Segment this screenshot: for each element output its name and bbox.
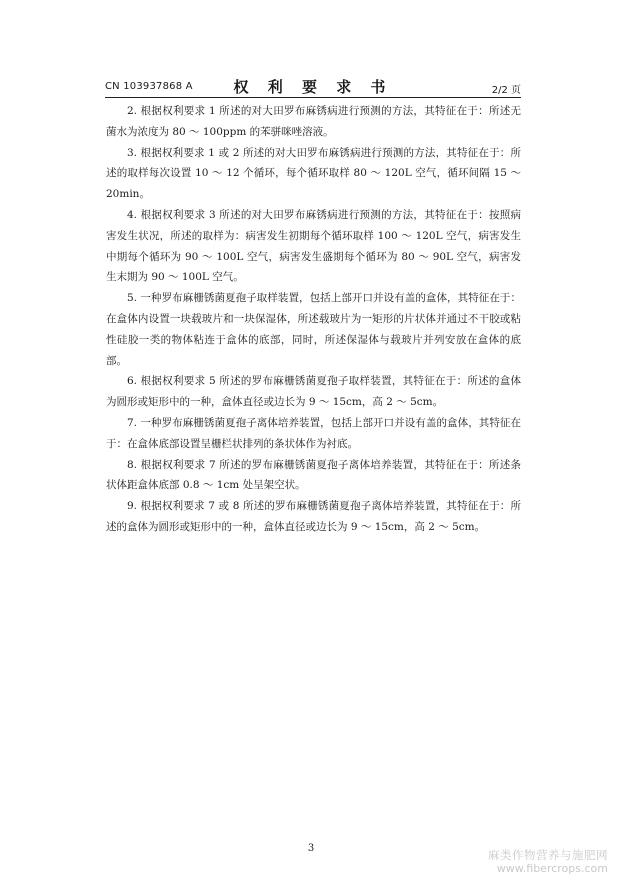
- page-header: [105, 76, 521, 96]
- page-number: 3: [307, 843, 315, 854]
- page-title: 权 利 要 求 书: [233, 78, 393, 96]
- claim-7: 7. 一种罗布麻栅锈菌夏孢子离体培养装置，包括上部开口并设有盖的盒体，其特征在于：在盒体底部设置呈栅栏状排列的条状体作为衬底。: [106, 416, 521, 450]
- claim-8: 8. 根据权利要求 7 所述的罗布麻栅锈菌夏孢子离体培养装置，其特征在于：所述条状体距盒体底部 0.8 ～ 1cm 处呈架空状。: [106, 458, 521, 492]
- watermark-chinese: 麻类作物营养与施肥网: [488, 848, 608, 862]
- claim-9: 9. 根据权利要求 7 或 8 所述的罗布麻栅锈菌夏孢子离体培养装置，其特征在于：所述的盒体为圆形或矩形中的一种，盒体直径或边长为 9 ～ 15cm，高 2 ～ 5cm。: [106, 500, 521, 533]
- watermark-url: www.fibercrops.com: [496, 862, 608, 875]
- claims-list: [106, 101, 521, 538]
- claim-2: 2. 根据权利要求 1 所述的对大田罗布麻锈病进行预测的方法，其特征在于：所述无菌水为浓度为 80 ～ 100ppm 的苯骈咪唑溶液。: [106, 105, 521, 138]
- header-divider: [105, 97, 521, 98]
- claim-5: 5. 一种罗布麻栅锈菌夏孢子取样装置，包括上部开口并设有盖的盒体，其特征在于：在盒体内设置一块载玻片和一块保湿体，所述载玻片为一矩形的片状体并通过不干胶或粘性硅胶一类的物体粘连于盒体的底部，同时，所述保湿体与载玻片并列安放在盒体的底部。: [106, 292, 521, 367]
- document-number: CN 103937868 A: [105, 81, 193, 92]
- page-indicator: 2/2 页: [491, 85, 521, 96]
- claim-3: 3. 根据权利要求 1 或 2 所述的对大田罗布麻锈病进行预测的方法，其特征在于：所述的取样每次设置 10 ～ 12 个循环，每个循环取样 80 ～ 120L 空气，循环间隔 15 ～ 20min。: [106, 146, 521, 201]
- claim-4: 4. 根据权利要求 3 所述的对大田罗布麻锈病进行预测的方法，其特征在于：按照病害发生状况，所述的取样为：病害发生初期每个循环取样 100 ～ 120L 空气，病害发生中期每个循环为 90 ～ 100L 空气，病害发生盛期每个循环为 80 ～ 90L 空气，病害发生末期为 90 ～ 100L 空气。: [106, 208, 521, 284]
- claim-6: 6. 根据权利要求 5 所述的罗布麻栅锈菌夏孢子取样装置，其特征在于：所述的盒体为圆形或矩形中的一种，盒体直径或边长为 9 ～ 15cm，高 2 ～ 5cm。: [106, 375, 521, 409]
- site-watermark: [488, 848, 608, 876]
